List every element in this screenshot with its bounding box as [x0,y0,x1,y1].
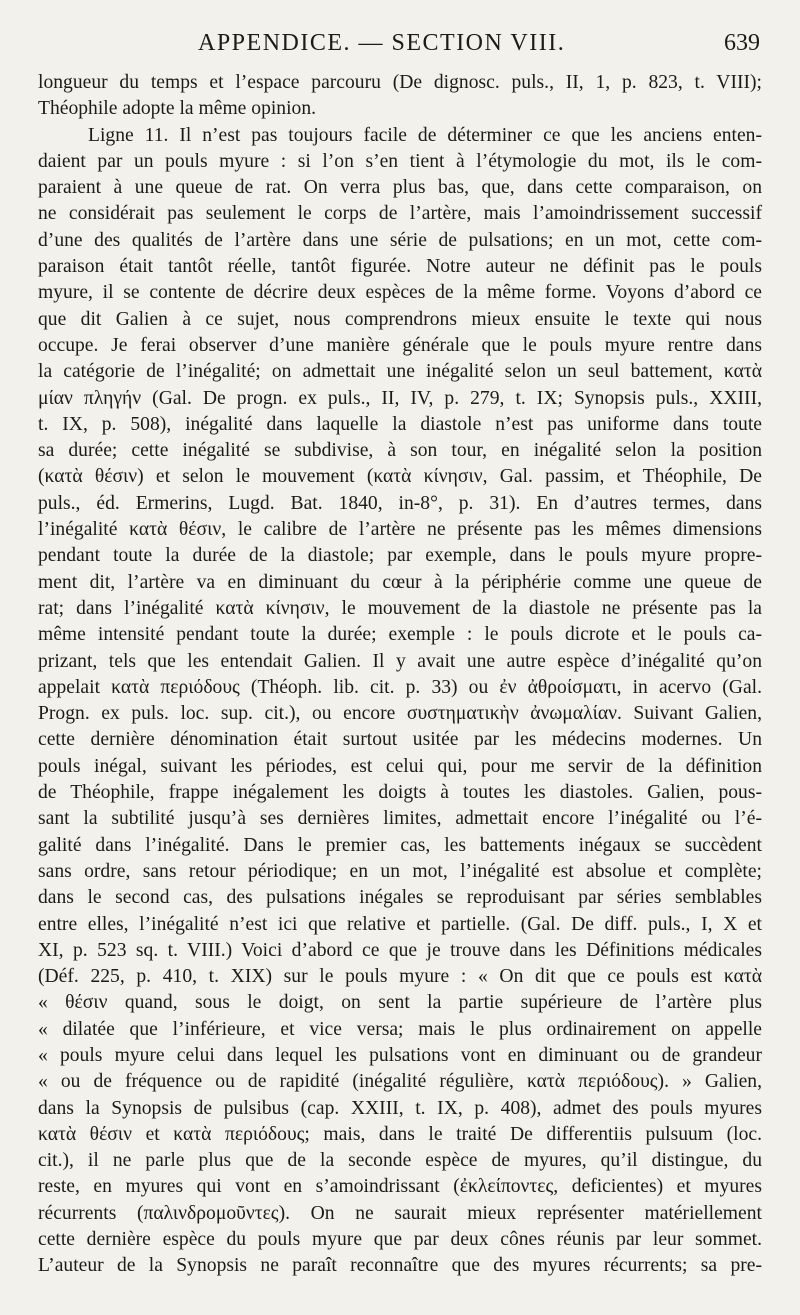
text-line: prizant, tels que les entendait Galien. Il y avait une autre espèce d’inégalité qu’on [38,650,762,672]
text-line: occupe. Je ferai observer d’une manière générale que le pouls myure rentre dans [38,334,762,356]
text-line: cit.), il ne parle plus que de la seconde espèce de myures, qu’il distingue, du [38,1150,762,1172]
text-line: reste, en myures qui vont en s’amoindrissant (ἐκλείποντες, deficientes) et myures [38,1176,762,1198]
text-line: « dilatée que l’inférieure, et vice versa; mais le plus ordinairement on appelle [38,1018,762,1040]
text-line: pouls inégal, suivant les périodes, est celui qui, pour me servir de la définition [38,755,762,777]
text-line: Théophile adopte la même opinion. [38,98,317,120]
text-line: dans la Synopsis de pulsibus (cap. XXIII, t. IX, p. 408), admet des pouls myures [38,1097,762,1119]
text-line: l’inégalité κατὰ θέσιν, le calibre de l’artère ne présente pas les mêmes dimensions [38,519,762,541]
text-line: puls., éd. Ermerins, Lugd. Bat. 1840, in-8°, p. 31). En d’autres termes, dans [38,492,762,514]
text-line: L’auteur de la Synopsis ne paraît reconnaître que des myures récurrents; sa pre- [38,1255,762,1277]
text-line: la catégorie de l’inégalité; on admettait une inégalité selon un seul battement, κατὰ [38,361,762,383]
text-line: sa durée; cette inégalité se subdivise, à son tour, en inégalité selon la position [38,440,762,462]
text-line: longueur du temps et l’espace parcouru (De dignosc. puls., II, 1, p. 823, t. VIII); [38,72,762,93]
text-line: « θέσιν quand, sous le doigt, on sent la partie supérieure de l’artère plus [38,992,762,1014]
text-line: XI, p. 523 sq. t. VIII.) Voici d’abord ce que je trouve dans les Définitions médicales [38,939,762,961]
text-line: pendant toute la durée de la diastole; par exemple, dans le pouls myure propre- [38,545,762,567]
text-line: galité dans l’inégalité. Dans le premier cas, les battements inégaux se succèdent [38,834,762,856]
text-line: même intensité pendant toute la durée; exemple : le pouls dicrote et le pouls ca- [38,624,762,646]
text-line: Progn. ex puls. loc. sup. cit.), ou encore συστηματικὴν ἀνωμαλίαν. Suivant Galien, [38,703,762,725]
text-line: Ligne 11. Il n’est pas toujours facile de déterminer ce que les anciens enten- [88,124,762,146]
text-line: cette dernière dénomination était surtout usitée par les médecins modernes. Un [38,729,762,751]
page-number: 639 [724,30,760,56]
text-line: ment dit, l’artère va en diminuant du cœur à la périphérie comme une queue de [38,571,762,593]
running-head: APPENDICE. — SECTION VIII. [198,30,566,56]
text-line: sans ordre, sans retour périodique; en un mot, l’inégalité est absolue et complète; [38,860,762,882]
text-line: dans le second cas, des pulsations inégales se reproduisant par séries semblables [38,887,762,909]
text-line: ne considérait pas seulement le corps de l’artère, mais l’amoindrissement successif [38,203,762,225]
page-header [38,30,760,64]
text-line: entre elles, l’inégalité n’est ici que relative et partielle. (Gal. De diff. puls., I, X et [38,913,762,935]
text-line: cette dernière espèce du pouls myure que par deux cônes réunis par leur sommet. [38,1229,762,1251]
text-line: de Théophile, frappe inégalement les doigts à toutes les diastoles. Galien, pous- [38,782,762,804]
text-line: d’une des qualités de l’artère dans une série de pulsations; en un mot, cette com- [38,229,762,251]
text-line: myure, il se contente de décrire deux espèces de la même forme. Voyons d’abord ce [38,282,762,304]
text-line: appelait κατὰ περιόδους (Théoph. lib. cit. p. 33) ou ἐν ἀθροίσματι, in acervo (Gal. [38,676,762,698]
text-line: « ou de fréquence ou de rapidité (inégalité régulière, κατὰ περιόδους). » Galien, [38,1071,762,1093]
body-text [38,70,762,1280]
text-line: κατὰ θέσιν et κατὰ περιόδους; mais, dans le traité De differentiis pulsuum (loc. [38,1123,762,1145]
text-line: paraison était tantôt réelle, tantôt figurée. Notre auteur ne définit pas le pouls [38,256,762,278]
text-line: (Déf. 225, p. 410, t. XIX) sur le pouls myure : « On dit que ce pouls est κατὰ [38,966,762,988]
text-line: récurrents (παλινδρομοῦντες). On ne saurait mieux représenter matériellement [38,1202,762,1224]
text-line: μίαν πληγήν (Gal. De progn. ex puls., II, IV, p. 279, t. IX; Synopsis puls., XXIII, [38,387,762,409]
text-line: rat; dans l’inégalité κατὰ κίνησιν, le mouvement de la diastole ne présente pas la [38,597,762,619]
text-line: t. IX, p. 508), inégalité dans laquelle la diastole n’est pas uniforme dans toute [38,413,762,435]
text-line: que dit Galien à ce sujet, nous comprendrons mieux ensuite le texte qui nous [38,308,762,330]
text-line: (κατὰ θέσιν) et selon le mouvement (κατὰ κίνησιν, Gal. passim, et Théophile, De [38,466,762,488]
text-line: daient par un pouls myure : si l’on s’en tient à l’étymologie du mot, ils le com- [38,150,762,172]
text-line: paraient à une queue de rat. On verra plus bas, que, dans cette comparaison, on [38,177,762,199]
text-line: sant la subtilité jusqu’à ses dernières limites, admettait encore l’inégalité ou l’é- [38,808,762,830]
text-line: « pouls myure celui dans lequel les pulsations vont en diminuant ou de grandeur [38,1044,762,1066]
